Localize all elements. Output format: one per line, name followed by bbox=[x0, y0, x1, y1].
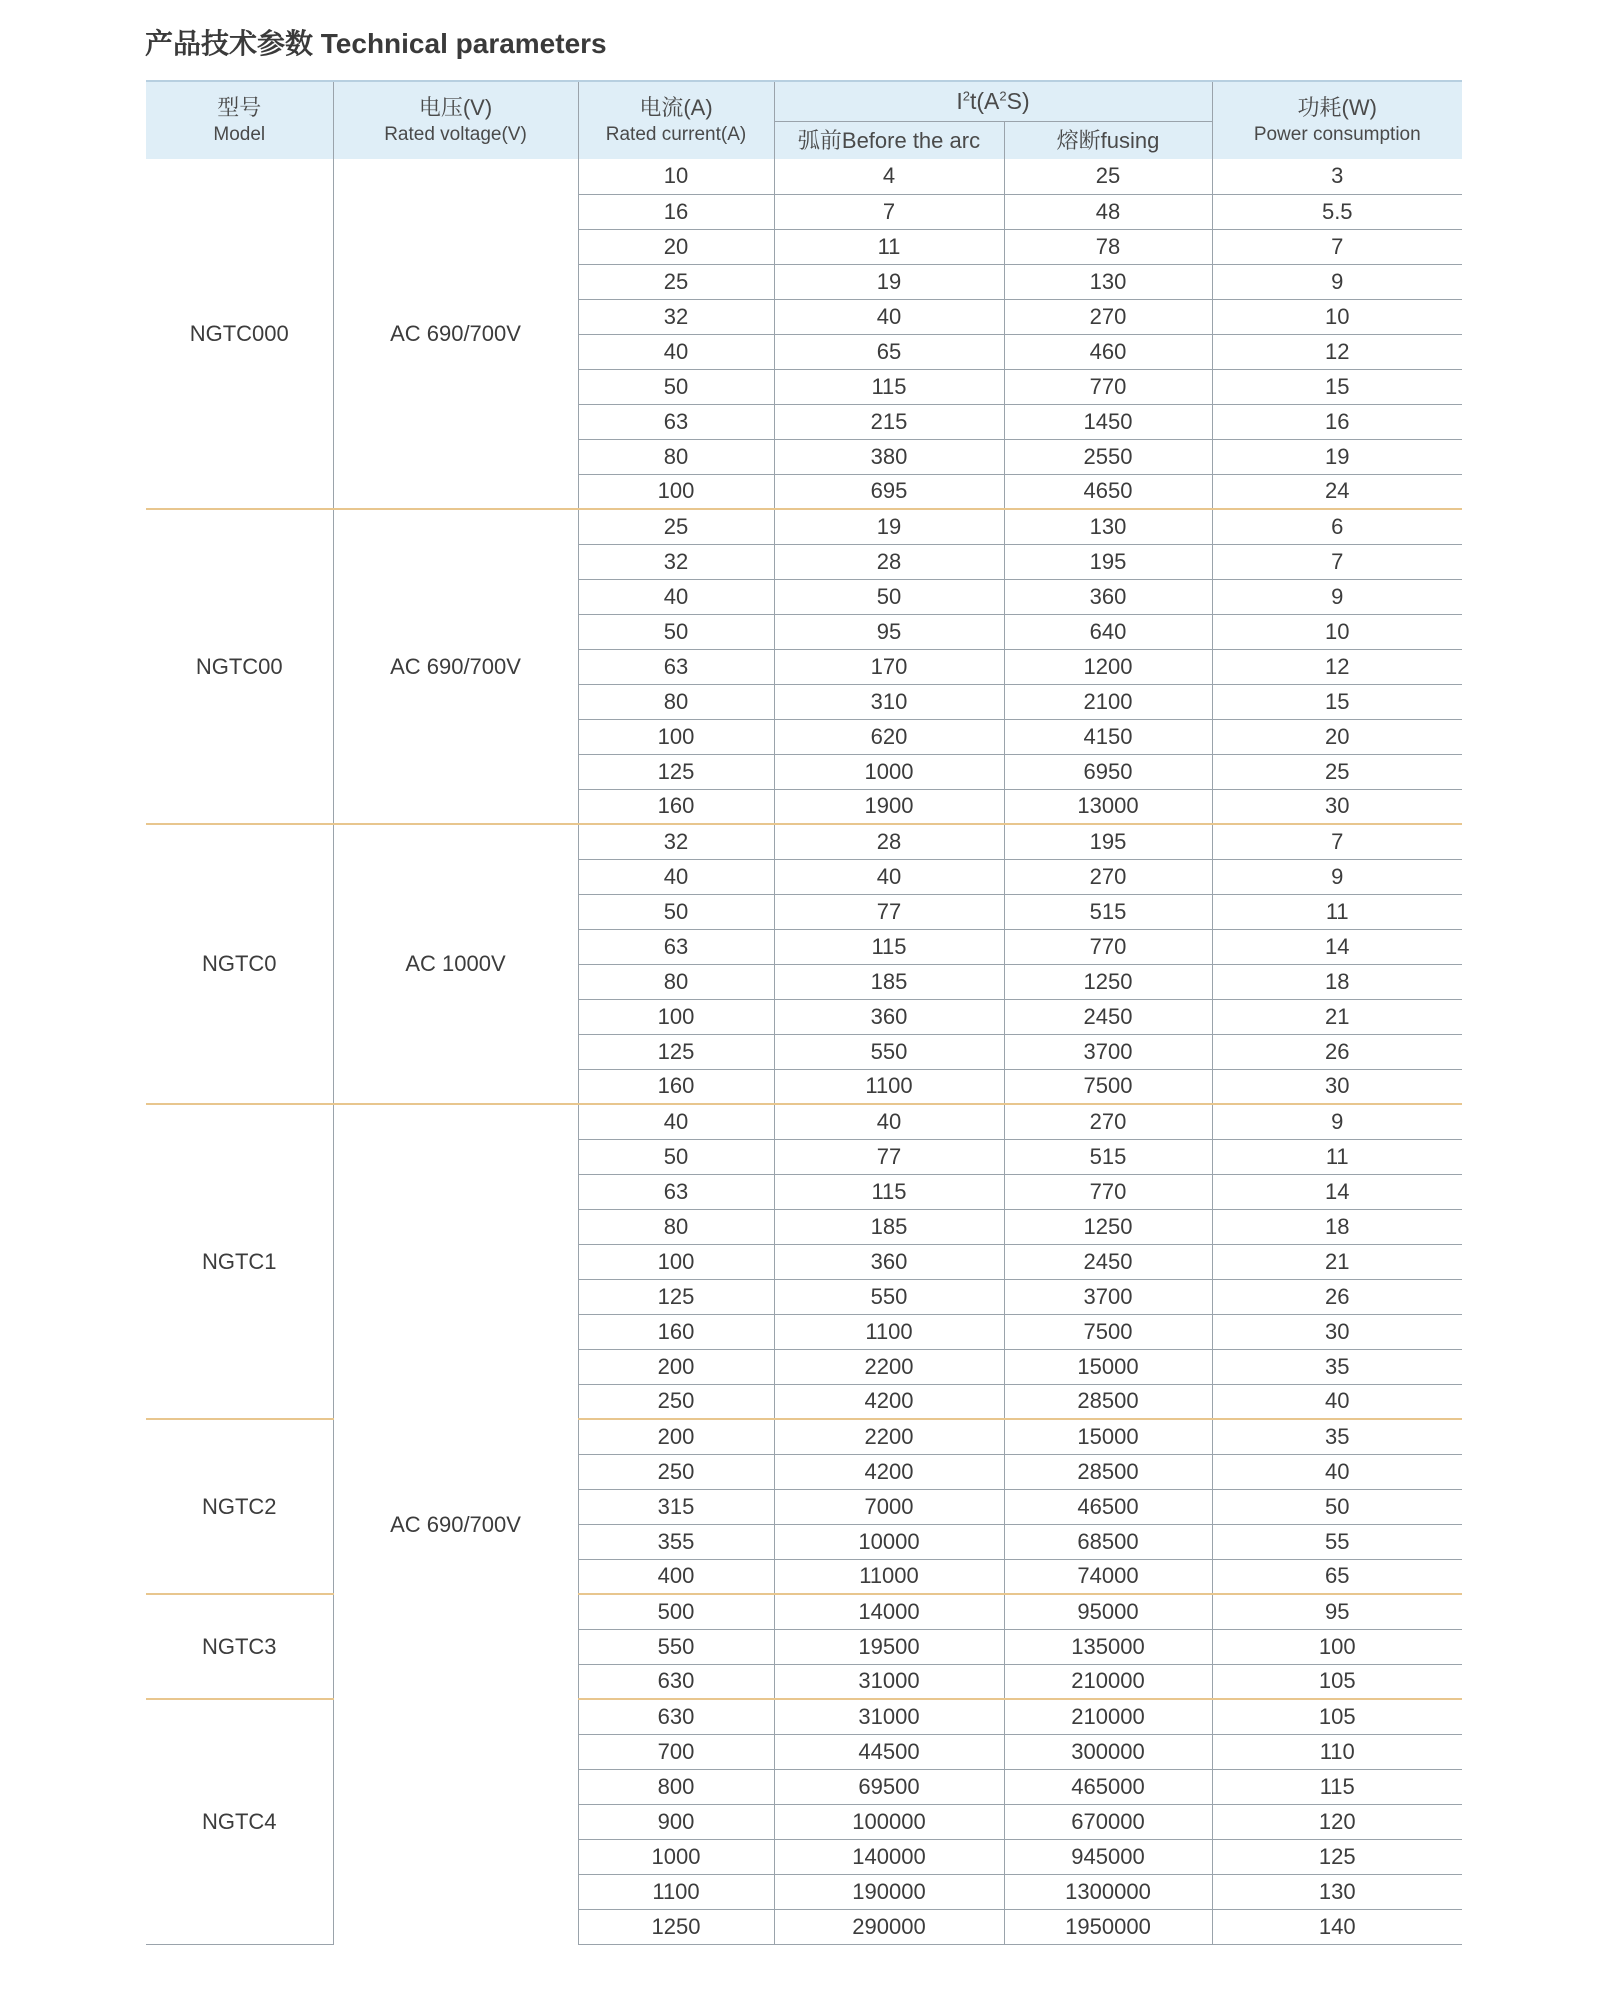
fusing-cell: 28500 bbox=[1004, 1454, 1212, 1489]
prearc-cell: 11 bbox=[774, 229, 1004, 264]
power-cell: 105 bbox=[1212, 1664, 1462, 1699]
power-cell: 15 bbox=[1212, 369, 1462, 404]
fusing-cell: 195 bbox=[1004, 544, 1212, 579]
power-cell: 19 bbox=[1212, 439, 1462, 474]
prearc-cell: 1100 bbox=[774, 1069, 1004, 1104]
header-current-zh: 电流(A) bbox=[639, 94, 713, 120]
power-cell: 3 bbox=[1212, 159, 1462, 194]
model-cell: NGTC00 bbox=[146, 509, 333, 824]
model-cell: NGTC1 bbox=[146, 1104, 333, 1419]
power-cell: 16 bbox=[1212, 404, 1462, 439]
header-model-zh: 型号 bbox=[217, 94, 262, 120]
current-cell: 80 bbox=[578, 439, 774, 474]
header-prearc: 弧前Before the arc bbox=[774, 121, 1004, 159]
fusing-cell: 28500 bbox=[1004, 1384, 1212, 1419]
header-model bbox=[146, 81, 333, 159]
current-cell: 200 bbox=[578, 1349, 774, 1384]
header-model-en: Model bbox=[213, 124, 266, 146]
prearc-cell: 360 bbox=[774, 1244, 1004, 1279]
power-cell: 12 bbox=[1212, 334, 1462, 369]
current-cell: 100 bbox=[578, 999, 774, 1034]
fusing-cell: 300000 bbox=[1004, 1734, 1212, 1769]
fusing-cell: 13000 bbox=[1004, 789, 1212, 824]
current-cell: 550 bbox=[578, 1629, 774, 1664]
current-cell: 40 bbox=[578, 579, 774, 614]
prearc-cell: 115 bbox=[774, 929, 1004, 964]
prearc-cell: 69500 bbox=[774, 1769, 1004, 1804]
current-cell: 900 bbox=[578, 1804, 774, 1839]
current-cell: 80 bbox=[578, 1209, 774, 1244]
prearc-cell: 185 bbox=[774, 964, 1004, 999]
current-cell: 500 bbox=[578, 1594, 774, 1629]
prearc-cell: 31000 bbox=[774, 1699, 1004, 1734]
prearc-cell: 695 bbox=[774, 474, 1004, 509]
header-power-en: Power consumption bbox=[1253, 124, 1421, 146]
power-cell: 35 bbox=[1212, 1419, 1462, 1454]
prearc-cell: 7000 bbox=[774, 1489, 1004, 1524]
prearc-cell: 100000 bbox=[774, 1804, 1004, 1839]
prearc-cell: 115 bbox=[774, 1174, 1004, 1209]
header-i2t-mid: t(A bbox=[970, 87, 1000, 114]
table-row bbox=[146, 509, 1462, 544]
power-cell: 30 bbox=[1212, 789, 1462, 824]
fusing-cell: 4150 bbox=[1004, 719, 1212, 754]
model-cell: NGTC2 bbox=[146, 1419, 333, 1594]
header-voltage-zh: 电压(V) bbox=[418, 94, 493, 120]
power-cell: 35 bbox=[1212, 1349, 1462, 1384]
fusing-cell: 640 bbox=[1004, 614, 1212, 649]
fusing-cell: 270 bbox=[1004, 859, 1212, 894]
current-cell: 40 bbox=[578, 1104, 774, 1139]
prearc-cell: 360 bbox=[774, 999, 1004, 1034]
prearc-cell: 14000 bbox=[774, 1594, 1004, 1629]
fusing-cell: 770 bbox=[1004, 1174, 1212, 1209]
power-cell: 140 bbox=[1212, 1909, 1462, 1944]
fusing-cell: 130 bbox=[1004, 509, 1212, 544]
header-current-en: Rated current(A) bbox=[605, 124, 747, 146]
power-cell: 100 bbox=[1212, 1629, 1462, 1664]
power-cell: 5.5 bbox=[1212, 194, 1462, 229]
power-cell: 14 bbox=[1212, 1174, 1462, 1209]
prearc-cell: 10000 bbox=[774, 1524, 1004, 1559]
power-cell: 20 bbox=[1212, 719, 1462, 754]
prearc-cell: 1000 bbox=[774, 754, 1004, 789]
prearc-cell: 215 bbox=[774, 404, 1004, 439]
table-header bbox=[146, 81, 1462, 159]
fusing-cell: 2450 bbox=[1004, 999, 1212, 1034]
prearc-cell: 95 bbox=[774, 614, 1004, 649]
power-cell: 15 bbox=[1212, 684, 1462, 719]
power-cell: 7 bbox=[1212, 544, 1462, 579]
current-cell: 125 bbox=[578, 1279, 774, 1314]
fusing-cell: 670000 bbox=[1004, 1804, 1212, 1839]
prearc-cell: 44500 bbox=[774, 1734, 1004, 1769]
current-cell: 630 bbox=[578, 1699, 774, 1734]
current-cell: 125 bbox=[578, 1034, 774, 1069]
header-i2t-sup2: 2 bbox=[999, 88, 1007, 104]
model-cell: NGTC4 bbox=[146, 1699, 333, 1944]
fusing-cell: 1950000 bbox=[1004, 1909, 1212, 1944]
prearc-cell: 50 bbox=[774, 579, 1004, 614]
current-cell: 25 bbox=[578, 509, 774, 544]
prearc-cell: 310 bbox=[774, 684, 1004, 719]
current-cell: 40 bbox=[578, 859, 774, 894]
current-cell: 1000 bbox=[578, 1839, 774, 1874]
voltage-cell: AC 690/700V bbox=[333, 1104, 578, 1944]
power-cell: 10 bbox=[1212, 614, 1462, 649]
prearc-cell: 185 bbox=[774, 1209, 1004, 1244]
fusing-cell: 270 bbox=[1004, 299, 1212, 334]
prearc-cell: 31000 bbox=[774, 1664, 1004, 1699]
current-cell: 160 bbox=[578, 789, 774, 824]
power-cell: 10 bbox=[1212, 299, 1462, 334]
prearc-cell: 2200 bbox=[774, 1349, 1004, 1384]
power-cell: 12 bbox=[1212, 649, 1462, 684]
fusing-cell: 7500 bbox=[1004, 1314, 1212, 1349]
header-voltage bbox=[333, 81, 578, 159]
fusing-cell: 135000 bbox=[1004, 1629, 1212, 1664]
prearc-cell: 550 bbox=[774, 1279, 1004, 1314]
prearc-cell: 1100 bbox=[774, 1314, 1004, 1349]
power-cell: 50 bbox=[1212, 1489, 1462, 1524]
header-voltage-en: Rated voltage(V) bbox=[384, 124, 527, 146]
power-cell: 14 bbox=[1212, 929, 1462, 964]
power-cell: 110 bbox=[1212, 1734, 1462, 1769]
header-fusing: 熔断fusing bbox=[1004, 121, 1212, 159]
current-cell: 63 bbox=[578, 1174, 774, 1209]
fusing-cell: 25 bbox=[1004, 159, 1212, 194]
prearc-cell: 1900 bbox=[774, 789, 1004, 824]
current-cell: 20 bbox=[578, 229, 774, 264]
prearc-cell: 2200 bbox=[774, 1419, 1004, 1454]
prearc-cell: 4200 bbox=[774, 1384, 1004, 1419]
fusing-cell: 360 bbox=[1004, 579, 1212, 614]
prearc-cell: 190000 bbox=[774, 1874, 1004, 1909]
prearc-cell: 380 bbox=[774, 439, 1004, 474]
fusing-cell: 1250 bbox=[1004, 1209, 1212, 1244]
fusing-cell: 515 bbox=[1004, 894, 1212, 929]
power-cell: 9 bbox=[1212, 579, 1462, 614]
fusing-cell: 1250 bbox=[1004, 964, 1212, 999]
fusing-cell: 74000 bbox=[1004, 1559, 1212, 1594]
prearc-cell: 4200 bbox=[774, 1454, 1004, 1489]
table-row bbox=[146, 824, 1462, 859]
current-cell: 315 bbox=[578, 1489, 774, 1524]
prearc-cell: 40 bbox=[774, 299, 1004, 334]
fusing-cell: 515 bbox=[1004, 1139, 1212, 1174]
prearc-cell: 77 bbox=[774, 894, 1004, 929]
power-cell: 9 bbox=[1212, 859, 1462, 894]
fusing-cell: 195 bbox=[1004, 824, 1212, 859]
prearc-cell: 19 bbox=[774, 509, 1004, 544]
power-cell: 6 bbox=[1212, 509, 1462, 544]
fusing-cell: 4650 bbox=[1004, 474, 1212, 509]
power-cell: 25 bbox=[1212, 754, 1462, 789]
fusing-cell: 770 bbox=[1004, 369, 1212, 404]
fusing-cell: 130 bbox=[1004, 264, 1212, 299]
power-cell: 21 bbox=[1212, 999, 1462, 1034]
prearc-cell: 550 bbox=[774, 1034, 1004, 1069]
current-cell: 250 bbox=[578, 1384, 774, 1419]
prearc-cell: 19500 bbox=[774, 1629, 1004, 1664]
prearc-cell: 77 bbox=[774, 1139, 1004, 1174]
power-cell: 125 bbox=[1212, 1839, 1462, 1874]
voltage-cell: AC 1000V bbox=[333, 824, 578, 1104]
power-cell: 11 bbox=[1212, 1139, 1462, 1174]
fusing-cell: 270 bbox=[1004, 1104, 1212, 1139]
power-cell: 9 bbox=[1212, 264, 1462, 299]
current-cell: 100 bbox=[578, 719, 774, 754]
fusing-cell: 2450 bbox=[1004, 1244, 1212, 1279]
prearc-cell: 4 bbox=[774, 159, 1004, 194]
fusing-cell: 48 bbox=[1004, 194, 1212, 229]
power-cell: 65 bbox=[1212, 1559, 1462, 1594]
model-cell: NGTC3 bbox=[146, 1594, 333, 1699]
page-title: 产品技术参数 Technical parameters bbox=[145, 28, 607, 59]
prearc-cell: 28 bbox=[774, 544, 1004, 579]
header-i2t-prefix: I bbox=[956, 87, 963, 114]
current-cell: 50 bbox=[578, 1139, 774, 1174]
voltage-cell: AC 690/700V bbox=[333, 159, 578, 509]
current-cell: 160 bbox=[578, 1069, 774, 1104]
fusing-cell: 15000 bbox=[1004, 1419, 1212, 1454]
prearc-cell: 620 bbox=[774, 719, 1004, 754]
current-cell: 32 bbox=[578, 299, 774, 334]
fusing-cell: 945000 bbox=[1004, 1839, 1212, 1874]
power-cell: 40 bbox=[1212, 1454, 1462, 1489]
current-cell: 40 bbox=[578, 334, 774, 369]
current-cell: 63 bbox=[578, 929, 774, 964]
technical-parameters-table bbox=[146, 80, 1462, 1945]
current-cell: 80 bbox=[578, 684, 774, 719]
current-cell: 50 bbox=[578, 894, 774, 929]
power-cell: 21 bbox=[1212, 1244, 1462, 1279]
prearc-cell: 40 bbox=[774, 1104, 1004, 1139]
power-cell: 26 bbox=[1212, 1279, 1462, 1314]
model-cell: NGTC0 bbox=[146, 824, 333, 1104]
prearc-cell: 11000 bbox=[774, 1559, 1004, 1594]
current-cell: 700 bbox=[578, 1734, 774, 1769]
header-current bbox=[578, 81, 774, 159]
prearc-cell: 65 bbox=[774, 334, 1004, 369]
prearc-cell: 40 bbox=[774, 859, 1004, 894]
header-power bbox=[1212, 81, 1462, 159]
power-cell: 40 bbox=[1212, 1384, 1462, 1419]
current-cell: 200 bbox=[578, 1419, 774, 1454]
power-cell: 120 bbox=[1212, 1804, 1462, 1839]
prearc-cell: 7 bbox=[774, 194, 1004, 229]
power-cell: 105 bbox=[1212, 1699, 1462, 1734]
prearc-cell: 140000 bbox=[774, 1839, 1004, 1874]
power-cell: 7 bbox=[1212, 229, 1462, 264]
current-cell: 32 bbox=[578, 824, 774, 859]
fusing-cell: 1300000 bbox=[1004, 1874, 1212, 1909]
current-cell: 800 bbox=[578, 1769, 774, 1804]
current-cell: 10 bbox=[578, 159, 774, 194]
fusing-cell: 1200 bbox=[1004, 649, 1212, 684]
table-row bbox=[146, 159, 1462, 194]
header-i2t-sup1: 2 bbox=[962, 88, 970, 104]
header-power-zh: 功耗(W) bbox=[1297, 94, 1377, 120]
current-cell: 125 bbox=[578, 754, 774, 789]
power-cell: 11 bbox=[1212, 894, 1462, 929]
power-cell: 55 bbox=[1212, 1524, 1462, 1559]
power-cell: 24 bbox=[1212, 474, 1462, 509]
current-cell: 25 bbox=[578, 264, 774, 299]
fusing-cell: 3700 bbox=[1004, 1279, 1212, 1314]
fusing-cell: 15000 bbox=[1004, 1349, 1212, 1384]
header-i2t-suffix: S) bbox=[1006, 87, 1030, 114]
fusing-cell: 7500 bbox=[1004, 1069, 1212, 1104]
current-cell: 63 bbox=[578, 404, 774, 439]
power-cell: 26 bbox=[1212, 1034, 1462, 1069]
table-row bbox=[146, 1104, 1462, 1139]
fusing-cell: 2100 bbox=[1004, 684, 1212, 719]
fusing-cell: 465000 bbox=[1004, 1769, 1212, 1804]
fusing-cell: 6950 bbox=[1004, 754, 1212, 789]
fusing-cell: 46500 bbox=[1004, 1489, 1212, 1524]
current-cell: 16 bbox=[578, 194, 774, 229]
fusing-cell: 68500 bbox=[1004, 1524, 1212, 1559]
power-cell: 115 bbox=[1212, 1769, 1462, 1804]
current-cell: 32 bbox=[578, 544, 774, 579]
fusing-cell: 460 bbox=[1004, 334, 1212, 369]
power-cell: 130 bbox=[1212, 1874, 1462, 1909]
power-cell: 18 bbox=[1212, 1209, 1462, 1244]
power-cell: 95 bbox=[1212, 1594, 1462, 1629]
fusing-cell: 210000 bbox=[1004, 1664, 1212, 1699]
model-cell: NGTC000 bbox=[189, 320, 289, 346]
current-cell: 630 bbox=[578, 1664, 774, 1699]
fusing-cell: 210000 bbox=[1004, 1699, 1212, 1734]
current-cell: 50 bbox=[578, 369, 774, 404]
power-cell: 30 bbox=[1212, 1069, 1462, 1104]
power-cell: 18 bbox=[1212, 964, 1462, 999]
prearc-cell: 170 bbox=[774, 649, 1004, 684]
current-cell: 400 bbox=[578, 1559, 774, 1594]
power-cell: 7 bbox=[1212, 824, 1462, 859]
current-cell: 1250 bbox=[578, 1909, 774, 1944]
power-cell: 9 bbox=[1212, 1104, 1462, 1139]
fusing-cell: 95000 bbox=[1004, 1594, 1212, 1629]
prearc-cell: 19 bbox=[774, 264, 1004, 299]
current-cell: 63 bbox=[578, 649, 774, 684]
current-cell: 160 bbox=[578, 1314, 774, 1349]
current-cell: 80 bbox=[578, 964, 774, 999]
current-cell: 100 bbox=[578, 474, 774, 509]
voltage-cell: AC 690/700V bbox=[333, 509, 578, 824]
prearc-cell: 28 bbox=[774, 824, 1004, 859]
current-cell: 1100 bbox=[578, 1874, 774, 1909]
fusing-cell: 78 bbox=[1004, 229, 1212, 264]
fusing-cell: 2550 bbox=[1004, 439, 1212, 474]
header-i2t bbox=[774, 81, 1212, 121]
current-cell: 50 bbox=[578, 614, 774, 649]
power-cell: 30 bbox=[1212, 1314, 1462, 1349]
prearc-cell: 290000 bbox=[774, 1909, 1004, 1944]
prearc-cell: 115 bbox=[774, 369, 1004, 404]
current-cell: 355 bbox=[578, 1524, 774, 1559]
current-cell: 100 bbox=[578, 1244, 774, 1279]
fusing-cell: 770 bbox=[1004, 929, 1212, 964]
table-body bbox=[146, 159, 1462, 1944]
fusing-cell: 3700 bbox=[1004, 1034, 1212, 1069]
fusing-cell: 1450 bbox=[1004, 404, 1212, 439]
current-cell: 250 bbox=[578, 1454, 774, 1489]
